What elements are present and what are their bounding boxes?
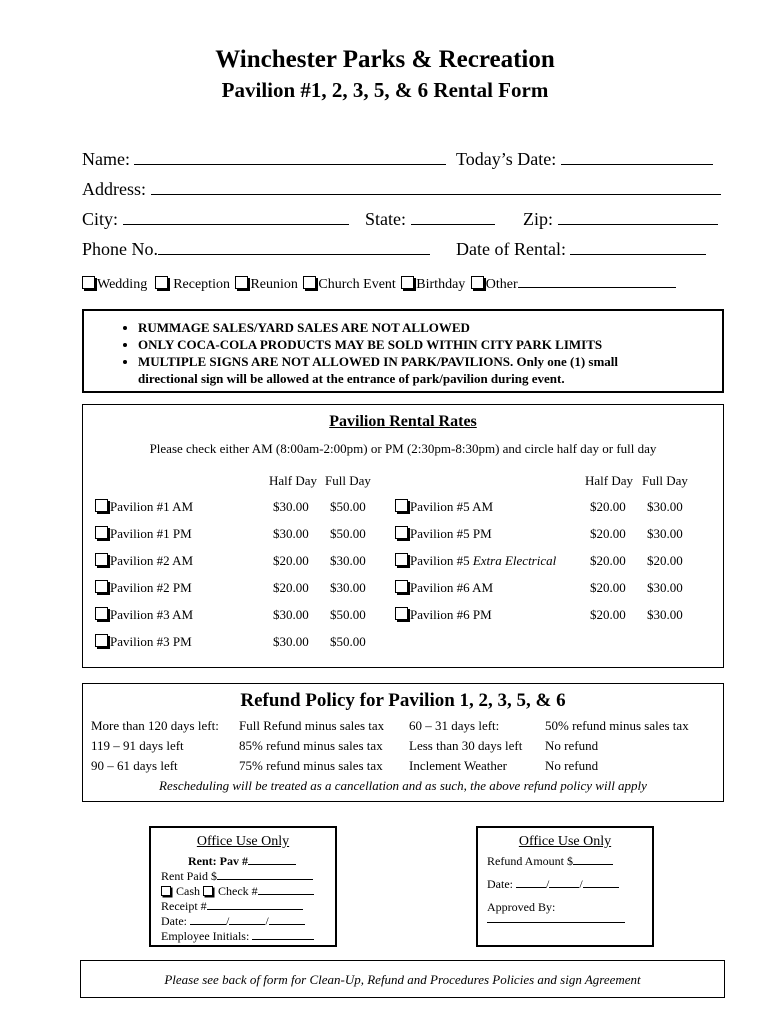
rule-item: • RUMMAGE SALES/YARD SALES ARE NOT ALLOWED	[138, 319, 722, 336]
refund-cell: 90 – 61 days left	[91, 758, 178, 773]
zip-label: Zip:	[523, 209, 553, 229]
half-day-price: $30.00	[273, 634, 309, 649]
half-day-price: $20.00	[590, 607, 626, 622]
event-church[interactable]: Church Event	[303, 277, 395, 292]
refund-title: Refund Policy for Pavilion 1, 2, 3, 5, & 6	[240, 690, 566, 711]
checkbox-icon	[95, 634, 108, 647]
checkbox-icon	[395, 499, 408, 512]
pavilion-1-am-option[interactable]: Pavilion #1 AM	[95, 499, 193, 515]
payment-method	[161, 884, 314, 899]
todays-date-field[interactable]	[456, 148, 713, 170]
checkbox-icon	[395, 607, 408, 620]
city-field[interactable]	[82, 208, 349, 230]
rent-paid-line	[217, 869, 313, 880]
name-line	[134, 148, 446, 165]
rules-box	[82, 309, 724, 393]
pavilion-5-electrical-option[interactable]: Pavilion #5 Extra Electrical	[395, 553, 556, 569]
rules-list	[84, 319, 722, 387]
state-label: State:	[365, 209, 406, 229]
checkbox-icon	[161, 886, 171, 896]
page-title: Winchester Parks & Recreation	[215, 46, 555, 73]
rule-item: • MULTIPLE SIGNS ARE NOT ALLOWED IN PARK/PAVILIONS. Only one (1) small directional sign will be allowed at the entrance of park/pavilion during event.	[138, 353, 722, 387]
address-field[interactable]	[82, 178, 721, 200]
checkbox-icon	[95, 526, 108, 539]
todays-date-line	[561, 148, 713, 165]
rates-instructions: Please check either AM (8:00am-2:00pm) or PM (2:30pm-8:30pm) and circle half day or full day	[149, 441, 657, 456]
zip-field[interactable]	[523, 208, 718, 230]
refund-cell: Inclement Weather	[409, 758, 507, 773]
checkbox-icon	[82, 276, 95, 289]
refund-cell: More than 120 days left:	[91, 718, 219, 733]
checkbox-icon	[155, 276, 168, 289]
full-day-price: $50.00	[330, 526, 366, 541]
half-day-price: $20.00	[273, 553, 309, 568]
receipt-line	[207, 899, 303, 910]
footer-box	[80, 960, 725, 998]
refund-note: Rescheduling will be treated as a cancellation and as such, the above refund policy will apply	[159, 778, 647, 793]
refund-cell: No refund	[545, 758, 599, 773]
date-rental-field[interactable]	[456, 238, 706, 260]
checkbox-icon	[395, 580, 408, 593]
check-line	[258, 884, 314, 895]
office-use-title: Office Use Only	[196, 834, 290, 849]
half-day-price: $30.00	[273, 526, 309, 541]
pavilion-6-pm-option[interactable]: Pavilion #6 PM	[395, 607, 492, 623]
state-line	[411, 208, 495, 225]
employee-initials-field[interactable]: Employee Initials:	[161, 929, 314, 944]
checkbox-icon	[401, 276, 414, 289]
pavilion-3-pm-option[interactable]: Pavilion #3 PM	[95, 634, 192, 650]
full-day-price: $30.00	[647, 580, 683, 595]
footer-note: Please see back of form for Clean-Up, Refund and Procedures Policies and sign Agreement	[164, 972, 641, 987]
checkbox-icon	[95, 499, 108, 512]
pavilion-1-pm-option[interactable]: Pavilion #1 PM	[95, 526, 192, 542]
half-day-header-right: Half Day	[585, 473, 634, 488]
half-day-price: $20.00	[590, 580, 626, 595]
address-line	[151, 178, 721, 195]
rent-pav-field[interactable]: Rent: Pav #	[188, 854, 296, 869]
half-day-price: $20.00	[273, 580, 309, 595]
half-day-header-left: Half Day	[269, 473, 318, 488]
checkbox-icon	[395, 526, 408, 539]
half-day-price: $30.00	[273, 607, 309, 622]
date-rental-line	[570, 238, 706, 255]
pavilion-5-am-option[interactable]: Pavilion #5 AM	[395, 499, 493, 515]
name-label: Name:	[82, 149, 130, 169]
full-day-price: $30.00	[330, 553, 366, 568]
pavilion-6-am-option[interactable]: Pavilion #6 AM	[395, 580, 493, 596]
half-day-price: $20.00	[590, 553, 626, 568]
full-day-price: $30.00	[647, 499, 683, 514]
event-reception[interactable]: Reception	[155, 277, 230, 292]
refund-amount-field[interactable]: Refund Amount $	[487, 854, 613, 869]
event-wedding[interactable]: Wedding	[82, 277, 147, 292]
event-other[interactable]: Other	[471, 277, 676, 292]
date-rental-label: Date of Rental:	[456, 239, 566, 259]
city-line	[123, 208, 349, 225]
full-day-price: $30.00	[647, 607, 683, 622]
pavilion-5-pm-option[interactable]: Pavilion #5 PM	[395, 526, 492, 542]
name-field[interactable]	[82, 148, 446, 170]
refund-cell: 119 – 91 days left	[91, 738, 184, 753]
checkbox-icon	[95, 553, 108, 566]
refund-cell: Full Refund minus sales tax	[239, 718, 385, 733]
check-option[interactable]: Check #	[203, 884, 314, 898]
half-day-price: $30.00	[273, 499, 309, 514]
page-subtitle: Pavilion #1, 2, 3, 5, & 6 Rental Form	[221, 78, 549, 102]
checkbox-icon	[303, 276, 316, 289]
checkbox-icon	[95, 607, 108, 620]
full-day-price: $30.00	[647, 526, 683, 541]
half-day-price: $20.00	[590, 526, 626, 541]
receipt-field[interactable]: Receipt #	[161, 899, 303, 914]
pavilion-3-am-option[interactable]: Pavilion #3 AM	[95, 607, 193, 623]
phone-label: Phone No.	[82, 239, 158, 259]
checkbox-icon	[395, 553, 408, 566]
event-reunion[interactable]: Reunion	[235, 277, 297, 292]
refund-cell: No refund	[545, 738, 599, 753]
office-use-left-box	[149, 826, 337, 947]
phone-field[interactable]	[82, 238, 430, 260]
full-day-header-left: Full Day	[325, 473, 371, 488]
phone-line	[158, 238, 430, 255]
full-day-price: $50.00	[330, 607, 366, 622]
event-birthday[interactable]: Birthday	[401, 277, 465, 292]
refund-cell: 85% refund minus sales tax	[239, 738, 383, 753]
refund-amount-line	[573, 854, 613, 865]
refund-box	[82, 683, 724, 802]
address-label: Address:	[82, 179, 146, 199]
refund-cell: 50% refund minus sales tax	[545, 718, 689, 733]
rates-box	[82, 404, 724, 668]
rates-title: Pavilion Rental Rates	[329, 413, 477, 430]
refund-cell: Less than 30 days left	[409, 738, 523, 753]
office-use-title: Office Use Only	[518, 834, 612, 849]
cash-option[interactable]: Cash	[161, 884, 200, 898]
state-field[interactable]	[365, 208, 495, 230]
pavilion-2-pm-option[interactable]: Pavilion #2 PM	[95, 580, 192, 596]
approved-by-line[interactable]	[487, 922, 625, 923]
date-field[interactable]: Date: / /	[161, 914, 305, 929]
pavilion-2-am-option[interactable]: Pavilion #2 AM	[95, 553, 193, 569]
event-type-row	[82, 274, 676, 293]
todays-date-label: Today’s Date:	[456, 149, 557, 169]
rule-item: • ONLY COCA-COLA PRODUCTS MAY BE SOLD WITHIN CITY PARK LIMITS	[138, 336, 722, 353]
approved-by-label: Approved By:	[487, 900, 556, 914]
refund-date-field[interactable]: Date: / /	[487, 877, 619, 892]
office-use-right-box	[476, 826, 654, 947]
full-day-price: $50.00	[330, 634, 366, 649]
city-label: City:	[82, 209, 119, 229]
rent-paid-field[interactable]: Rent Paid $	[161, 869, 313, 884]
zip-line	[558, 208, 718, 225]
other-line	[518, 274, 676, 288]
checkbox-icon	[203, 886, 213, 896]
full-day-price: $50.00	[330, 499, 366, 514]
rent-pav-line	[248, 854, 296, 865]
initials-line	[252, 929, 314, 940]
full-day-price: $20.00	[647, 553, 683, 568]
refund-cell: 60 – 31 days left:	[409, 718, 500, 733]
half-day-price: $20.00	[590, 499, 626, 514]
full-day-header-right: Full Day	[642, 473, 688, 488]
refund-cell: 75% refund minus sales tax	[239, 758, 383, 773]
checkbox-icon	[471, 276, 484, 289]
checkbox-icon	[235, 276, 248, 289]
checkbox-icon	[95, 580, 108, 593]
full-day-price: $30.00	[330, 580, 366, 595]
